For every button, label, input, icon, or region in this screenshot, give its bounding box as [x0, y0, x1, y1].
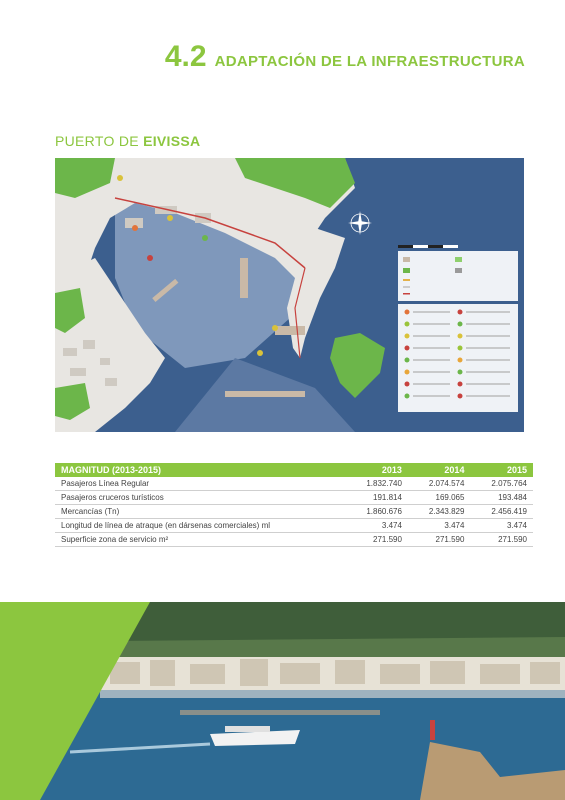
- page-header: [165, 40, 525, 74]
- table-row: [55, 477, 533, 491]
- table-cell: 2.343.829: [408, 505, 471, 519]
- table-cell: Pasajeros cruceros turísticos: [55, 491, 345, 505]
- table-cell: 2.074.574: [408, 477, 471, 491]
- table-cell: Superficie zona de servicio m²: [55, 533, 345, 547]
- table-header-row: [55, 463, 533, 477]
- harbour-photo: [0, 602, 565, 800]
- table-cell: 3.474: [408, 519, 471, 533]
- table-row: [55, 519, 533, 533]
- section-number: 4.2: [164, 40, 207, 73]
- table-cell: 271.590: [345, 533, 408, 547]
- table-cell: 3.474: [345, 519, 408, 533]
- table-cell: Mercancías (Tn): [55, 505, 345, 519]
- table-header-cell: 2013: [345, 463, 408, 477]
- table-cell: 193.484: [470, 491, 533, 505]
- port-map: [55, 158, 524, 432]
- table-cell: 191.814: [345, 491, 408, 505]
- table-row: [55, 533, 533, 547]
- section-title: ADAPTACIÓN DE LA INFRAESTRUCTURA: [214, 53, 525, 70]
- table-cell: Longitud de línea de atraque (en dársenas comerciales) ml: [55, 519, 345, 533]
- table-cell: 3.474: [470, 519, 533, 533]
- table-cell: 1.832.740: [345, 477, 408, 491]
- table-header-cell: 2014: [408, 463, 471, 477]
- table-cell: 1.860.676: [345, 505, 408, 519]
- table-cell: Pasajeros Línea Regular: [55, 477, 345, 491]
- table-row: [55, 491, 533, 505]
- table-cell: 2.075.764: [470, 477, 533, 491]
- table-header-cell: 2015: [470, 463, 533, 477]
- port-heading-name: EIVISSA: [143, 133, 201, 149]
- port-heading-prefix: PUERTO DE: [55, 133, 144, 149]
- port-heading: [55, 133, 200, 149]
- table-cell: 271.590: [470, 533, 533, 547]
- table-row: [55, 505, 533, 519]
- table-cell: 271.590: [408, 533, 471, 547]
- table-cell: 2.456.419: [470, 505, 533, 519]
- table-header-cell: MAGNITUD (2013-2015): [55, 463, 345, 477]
- port-magnitudes-table: [55, 463, 533, 547]
- table-cell: 169.065: [408, 491, 471, 505]
